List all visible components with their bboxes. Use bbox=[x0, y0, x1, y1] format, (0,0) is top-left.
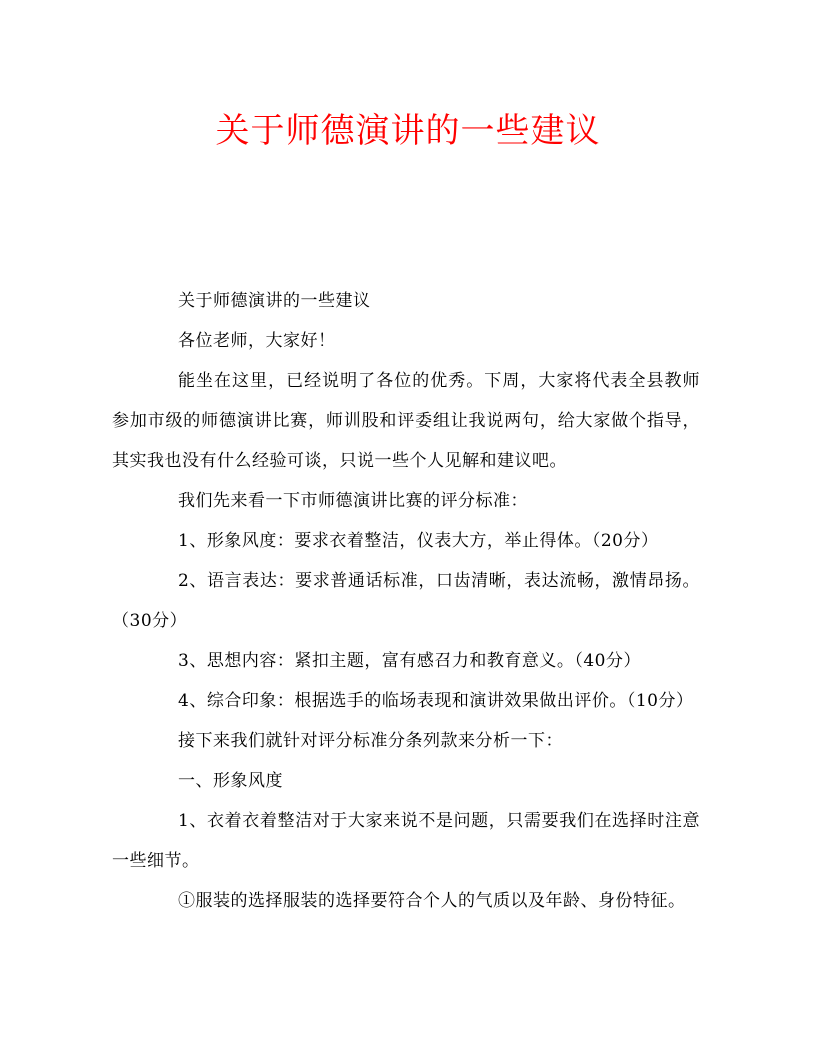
paragraph-analysis-intro: 接下来我们就针对评分标准分条列款来分析一下： bbox=[178, 731, 563, 751]
paragraph-heading: 关于师德演讲的一些建议 bbox=[178, 291, 371, 311]
paragraph-attire: 1、衣着衣着整洁对于大家来说不是问题，只需要我们在选择时注意一些细节。 bbox=[112, 811, 700, 871]
paragraph-intro: 能坐在这里，已经说明了各位的优秀。下周，大家将代表全县教师参加市级的师德演讲比赛，师训股和评委组让我说两句，给大家做个指导，其实我也没有什么经验可谈，只说一些个人见解和建议吧。 bbox=[112, 371, 700, 471]
paragraph-criteria-intro: 我们先来看一下市师德演讲比赛的评分标准： bbox=[178, 491, 528, 511]
paragraph-greeting: 各位老师，大家好！ bbox=[178, 331, 336, 351]
paragraph-criteria-3: 3、思想内容：紧扣主题，富有感召力和教育意义。（40分） bbox=[178, 651, 641, 671]
paragraph-criteria-2: 2、语言表达：要求普通话标准，口齿清晰，表达流畅，激情昂扬。（30分） bbox=[112, 571, 700, 631]
section-heading: 一、形象风度 bbox=[178, 771, 283, 791]
document-title: 关于师德演讲的一些建议 bbox=[215, 111, 601, 151]
paragraph-criteria-4: 4、综合印象：根据选手的临场表现和演讲效果做出评价。（10分） bbox=[178, 691, 694, 711]
paragraph-clothing-choice: ①服装的选择服装的选择要符合个人的气质以及年龄、身份特征。 bbox=[178, 891, 686, 911]
document-body bbox=[112, 281, 700, 921]
paragraph-criteria-1: 1、形象风度：要求衣着整洁，仪表大方，举止得体。（20分） bbox=[178, 531, 659, 551]
